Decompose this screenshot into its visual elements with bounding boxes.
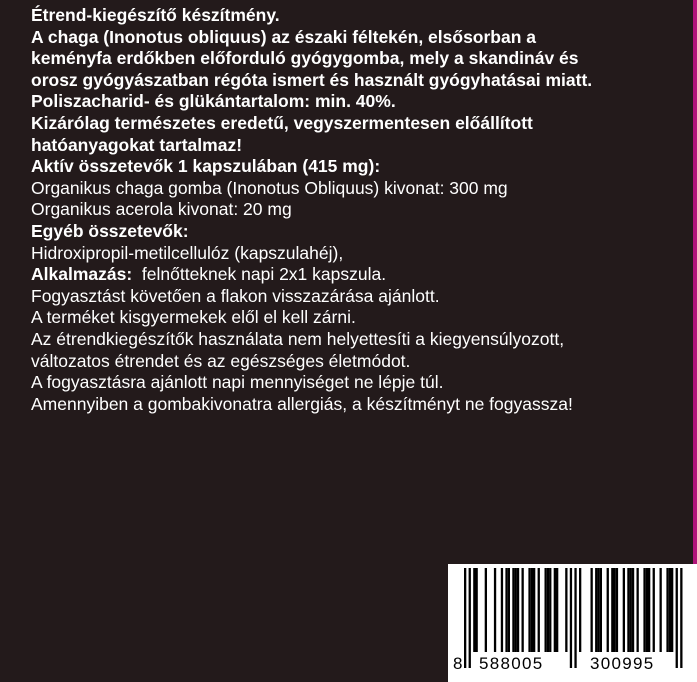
origin-claim: hatóanyagokat tartalmaz! [31,134,243,155]
origin-claim: Kizárólag természetes eredetű, vegyszermentesen előállított [31,112,533,133]
barcode-bar [653,568,655,652]
barcode-bar [637,568,639,652]
ingredient-line: Organikus chaga gomba (Inonotus Obliquus) kivonat: 300 mg [31,177,508,198]
usage-text: felnőtteknek napi 2x1 kapszula. [132,264,387,285]
warning-line: A terméket kisgyermekek elől el kell zárni. [31,307,356,328]
barcode-bar [671,568,673,652]
barcode-bar [545,568,547,652]
warning-line: Az étrendkiegészítők használata nem helyettesíti a kiegyensúlyozott, [31,328,565,349]
warning-line: Amennyiben a gombakivonatra allergiás, a készítményt ne fogyassza! [31,393,573,414]
other-ingredients-heading: Egyéb összetevők: [31,220,189,241]
barcode-bar [464,568,466,668]
barcode-bar [614,568,616,652]
barcode-bar [473,568,475,652]
barcode-bar [600,568,602,652]
barcode-bar [680,568,682,668]
ingredient-line: Hidroxipropil-metilcellulóz (kapszulahéj), [31,242,344,263]
barcode-bar [549,568,551,652]
barcode-bar [485,568,487,652]
barcode-bar [574,568,576,668]
barcode-bar [666,568,668,652]
barcode-bar [547,568,549,652]
barcode-bar [627,568,629,652]
barcode-bar [623,568,625,652]
barcode-bar [476,568,478,652]
barcode-bar [533,568,535,652]
barcode-bar [611,568,613,652]
description-line: A chaga (Inonotus obliquus) az északi féltekén, elsősorban a [31,26,537,47]
barcode-bar [591,568,593,652]
product-type: Étrend-kiegészítő készítmény. [31,5,280,25]
ingredient-line: Organikus acerola kivonat: 20 mg [31,199,292,220]
barcode-right-group: 300995 [590,654,655,673]
barcode-bar [515,568,517,652]
barcode-bar [595,568,597,652]
warning-line: változatos étrendet és az egészséges életmódot. [31,350,411,371]
barcode-bar [508,568,510,652]
active-ingredients-heading: Aktív összetevők 1 kapszulában (415 mg): [31,156,381,177]
barcode-bar [528,568,530,652]
barcode-bar [531,568,533,652]
barcode [448,564,697,682]
barcode-bar [660,568,662,652]
usage-line [31,264,691,286]
barcode-bar [505,568,507,652]
barcode-bar [643,568,645,652]
barcode-bar [630,568,632,652]
barcode-bar [669,568,671,652]
barcode-bar [517,568,519,652]
barcode-bar [512,568,514,652]
barcode-bar [616,568,618,652]
barcode-first-digit: 8 [453,654,464,673]
barcode-bar [501,568,503,652]
warning-line: Fogyasztást követően a flakon visszazárása ajánlott. [31,285,440,306]
barcode-bar [648,568,650,652]
barcode-bar [607,568,609,652]
barcode-bar [554,568,556,652]
warning-line: A fogyasztásra ajánlott napi mennyiséget ne lépje túl. [31,372,444,393]
barcode-bar [556,568,558,652]
description-line: keményfa erdőkben előforduló gyógygomba, mely a skandináv és [31,48,579,69]
barcode-left-group: 588005 [479,654,544,673]
barcode-bar [579,568,581,652]
description-line: orosz gyógyászatban régóta ismert és használt gyógyhatásai miatt. [31,69,593,90]
barcode-bar [570,568,572,668]
barcode-bar [469,568,471,668]
barcode-bar [522,568,524,652]
barcode-bar [538,568,540,652]
barcode-bar [565,568,567,652]
barcode-bar [676,568,678,668]
usage-label: Alkalmazás: [31,264,133,285]
barcode-bar [494,568,496,652]
label-text-block [31,5,691,415]
content-claim: Poliszacharid- és glükántartalom: min. 40%. [31,91,396,112]
barcode-bar [632,568,634,652]
barcode-bar [597,568,599,652]
barcode-bar [646,568,648,652]
